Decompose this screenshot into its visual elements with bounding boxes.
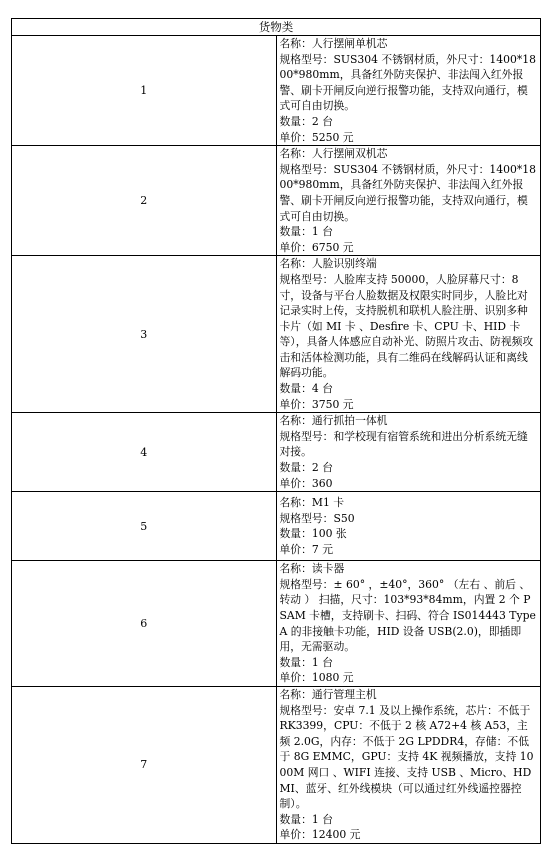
item-spec: 规格型号：和学校现有宿管系统和进出分析系统无缝对接。	[279, 429, 528, 459]
table-row	[12, 256, 541, 413]
row-index: 4	[12, 413, 277, 492]
item-name: 名称：通行管理主机	[279, 687, 377, 701]
item-price: 单价：5250 元	[279, 130, 354, 144]
item-price: 单价：7 元	[279, 542, 333, 556]
item-spec: 规格型号：SUS304 不锈钢材质，外尺寸：1400*1800*980mm，具备红外防夹保护、非法闯入红外报警、刷卡开闸反向逆行报警功能，支持双向通行，模式可自由切换。	[279, 52, 536, 113]
goods-table	[11, 18, 541, 844]
item-spec: 规格型号：S50	[279, 511, 355, 525]
table-row	[12, 36, 541, 146]
item-quantity: 数量：4 台	[279, 382, 333, 396]
item-spec: 规格型号：SUS304 不锈钢材质，外尺寸：1400*1800*980mm，具备红外防夹保护、非法闯入红外报警、刷卡开闸反向逆行报警功能，支持双向通行，模式可自由切换。	[279, 162, 536, 223]
item-price: 单价：12400 元	[279, 828, 361, 842]
item-name: 名称：M1 卡	[279, 496, 345, 510]
row-index: 6	[12, 561, 277, 687]
item-spec: 规格型号：± 60° ，±40°，360° （左右 、前后 、转动 ） 扫描，尺寸：103*93*84mm，内置 2 个 PSAM 卡槽，支持刷卡、扫码、符合 IS014443 TypeA 的非接触卡功能，HID 设备 USB(2.0)，即插即用，无需驱动。	[279, 577, 536, 654]
table-header-row	[12, 19, 541, 36]
item-spec: 规格型号：安卓 7.1 及以上操作系统，芯片：不低于 RK3399，CPU：不低于 2 核 A72+4 核 A53，主频 2.0G，内存：不低于 2G LPDDR4，存储：不低于 8G EMMC，GPU：支持 4K 视频播放，支持 1000M 网口 、WIFI 连接、支持 USB 、Micro、HDMI、蓝牙、红外线模块（可以通过红外线遥控器控制）。	[279, 703, 534, 811]
item-price: 单价：6750 元	[279, 240, 354, 254]
row-content	[276, 256, 541, 413]
item-price: 单价：360	[279, 476, 333, 490]
table-row	[12, 686, 541, 843]
row-index: 7	[12, 686, 277, 843]
table-row	[12, 561, 541, 687]
row-content	[276, 36, 541, 146]
table-row	[12, 146, 541, 256]
table-header: 货物类	[12, 19, 541, 36]
item-name: 名称：人行摆闸双机芯	[279, 147, 388, 161]
row-content	[276, 146, 541, 256]
item-quantity: 数量：1 台	[279, 655, 333, 669]
row-content	[276, 686, 541, 843]
row-index: 5	[12, 492, 277, 561]
row-content	[276, 561, 541, 687]
item-name: 名称：人脸识别终端	[279, 257, 377, 271]
row-content	[276, 492, 541, 561]
item-name: 名称：人行摆闸单机芯	[279, 37, 388, 50]
row-index: 3	[12, 256, 277, 413]
item-price: 单价：3750 元	[279, 397, 354, 411]
row-content	[276, 413, 541, 492]
item-price: 单价：1080 元	[279, 671, 354, 685]
item-quantity: 数量：100 张	[279, 527, 347, 541]
item-quantity: 数量：1 台	[279, 225, 333, 239]
item-quantity: 数量：2 台	[279, 461, 333, 475]
row-index: 1	[12, 36, 277, 146]
table-row	[12, 492, 541, 561]
row-index: 2	[12, 146, 277, 256]
table-body	[12, 36, 541, 844]
item-name: 名称：读卡器	[279, 562, 345, 576]
table-row	[12, 413, 541, 492]
item-name: 名称：通行抓拍一体机	[279, 414, 388, 428]
item-quantity: 数量：2 台	[279, 114, 333, 128]
item-spec: 规格型号：人脸库支持 50000，人脸屏幕尺寸：8 寸，设备与平台人脸数据及权限实时同步，人脸比对记录实时上传，支持脱机和联机人脸注册、识别多种卡片（如 MI 卡 、Desfire 卡、CPU 卡、HID 卡等），具备人体感应自动补光、防照片攻击、防视频攻击和活体检测功能，具有二维码在线解码认证和离线解码功能。	[279, 272, 534, 380]
item-quantity: 数量：1 台	[279, 812, 333, 826]
